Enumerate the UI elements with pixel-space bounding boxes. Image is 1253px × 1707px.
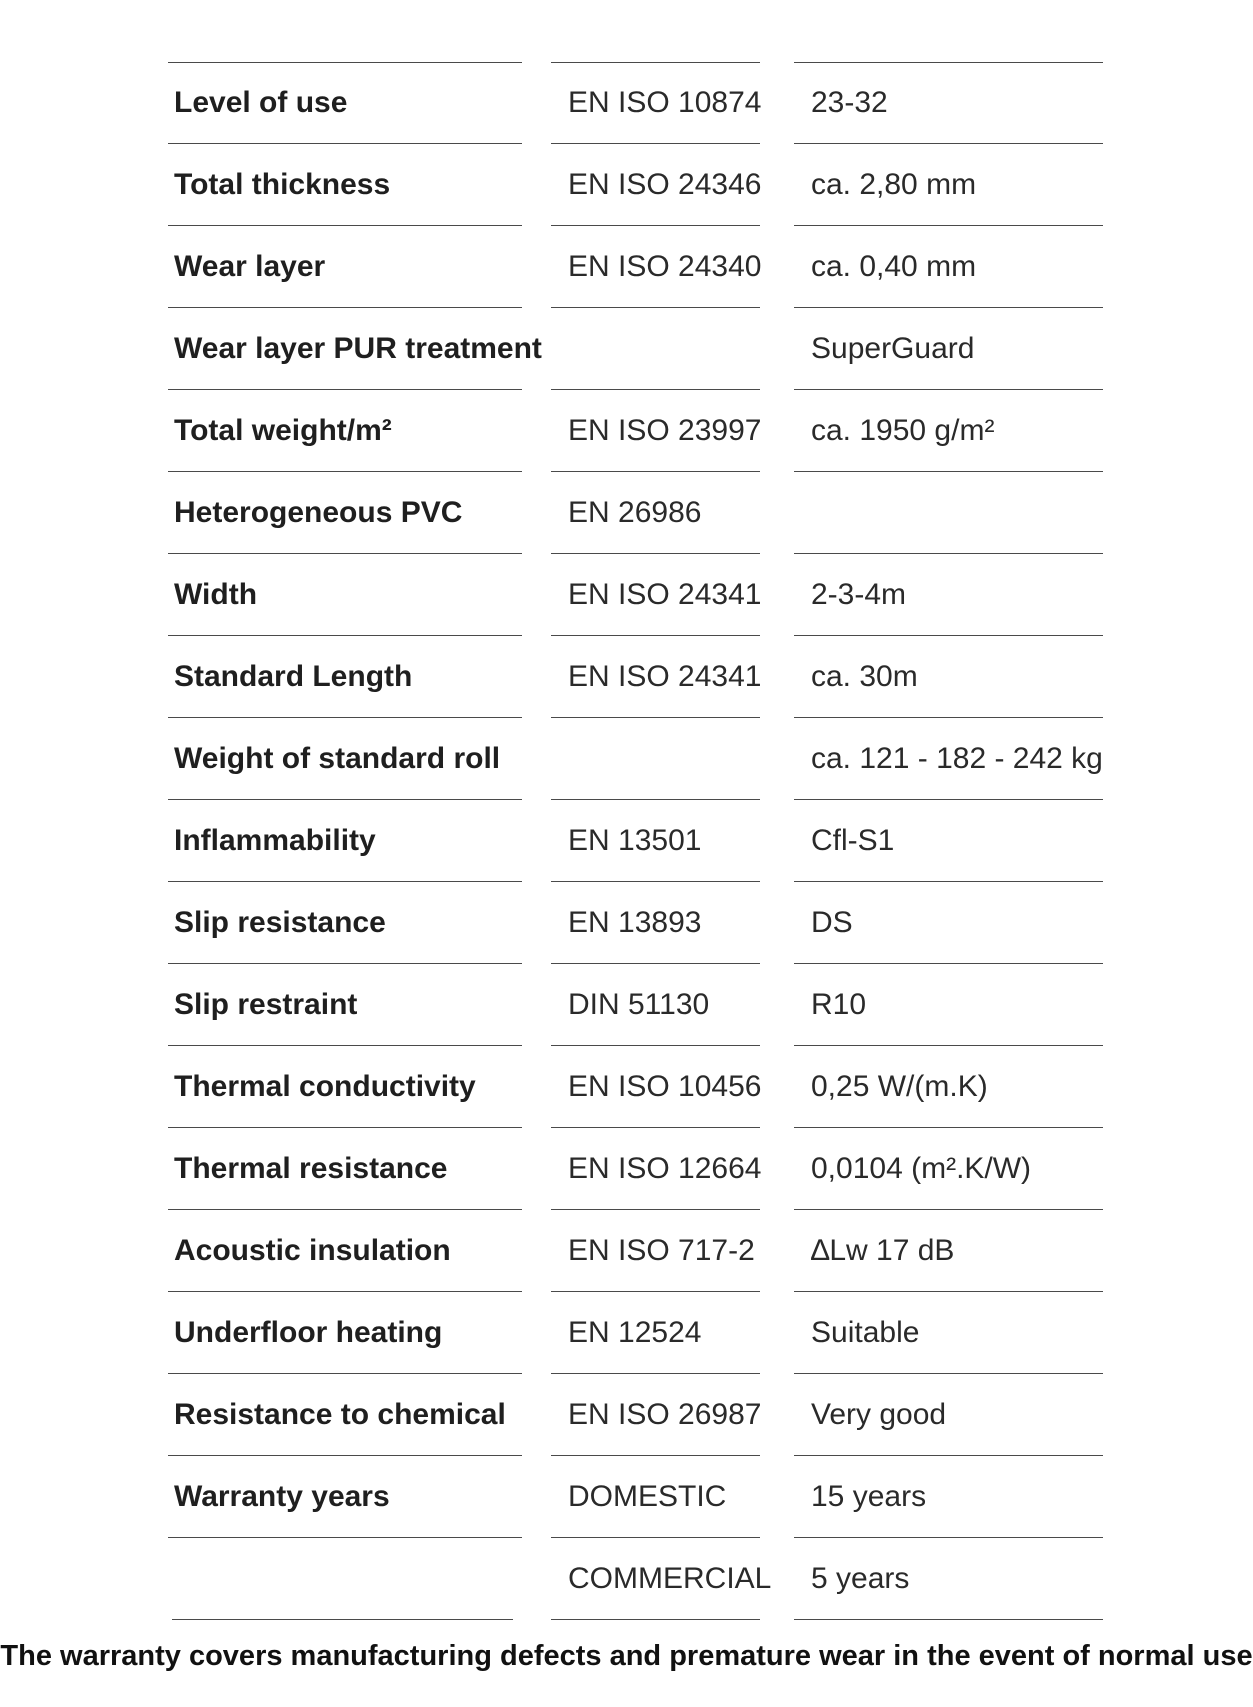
value-cell [794, 226, 1103, 308]
property-cell [168, 1374, 522, 1456]
table-row [0, 1210, 1253, 1292]
value-cell [794, 1538, 1103, 1620]
property-label: Underfloor heating [174, 1316, 443, 1349]
table-row [0, 226, 1253, 308]
table-row [0, 1374, 1253, 1456]
property-cell [172, 1538, 513, 1620]
standard-cell [551, 62, 760, 144]
table-row [0, 390, 1253, 472]
property-cell [168, 964, 522, 1046]
standard-cell [551, 308, 760, 390]
table-row [0, 718, 1253, 800]
property-cell [168, 1456, 522, 1538]
spec-value: ca. 2,80 mm [811, 168, 977, 201]
standard-value: DOMESTIC [568, 1480, 727, 1513]
spec-value: DS [811, 906, 853, 939]
table-row [0, 554, 1253, 636]
standard-value: EN 12524 [568, 1316, 702, 1349]
table-row [0, 308, 1253, 390]
property-label: Acoustic insulation [174, 1234, 451, 1267]
value-cell [794, 1374, 1103, 1456]
table-row [0, 1128, 1253, 1210]
table-row [0, 144, 1253, 226]
standard-cell [551, 1456, 760, 1538]
spec-value: 23-32 [811, 86, 888, 119]
standard-cell [551, 964, 760, 1046]
property-label: Slip resistance [174, 906, 386, 939]
property-cell [168, 800, 522, 882]
property-cell [168, 636, 522, 718]
table-row [0, 1292, 1253, 1374]
spec-value: 0,25 W/(m.K) [811, 1070, 988, 1103]
value-cell [794, 1046, 1103, 1128]
standard-value: EN ISO 12664 [568, 1152, 762, 1185]
spec-value: Very good [811, 1398, 947, 1431]
spec-value: ca. 1950 g/m² [811, 414, 995, 447]
property-cell [168, 1210, 522, 1292]
standard-cell [551, 636, 760, 718]
property-cell [168, 1292, 522, 1374]
standard-cell [551, 1128, 760, 1210]
spec-value: ∆Lw 17 dB [811, 1234, 955, 1267]
standard-cell [551, 800, 760, 882]
property-cell [168, 144, 522, 226]
spec-value: ca. 121 - 182 - 242 kg [811, 742, 1103, 775]
value-cell [794, 964, 1103, 1046]
table-row [0, 800, 1253, 882]
value-cell [794, 636, 1103, 718]
property-cell [168, 1128, 522, 1210]
table-row [0, 62, 1253, 144]
spec-value: 2-3-4m [811, 578, 907, 611]
property-cell [168, 62, 522, 144]
value-cell [794, 1292, 1103, 1374]
spec-value: 5 years [811, 1562, 910, 1595]
standard-cell [551, 1538, 772, 1620]
property-cell [168, 390, 522, 472]
standard-cell [551, 144, 760, 226]
standard-value: DIN 51130 [568, 988, 710, 1021]
property-label: Width [174, 578, 258, 611]
value-cell [794, 800, 1103, 882]
standard-value: EN ISO 24341 [568, 660, 762, 693]
standard-cell [551, 1292, 760, 1374]
standard-value: EN ISO 26987 [568, 1398, 762, 1431]
spec-value: Cfl-S1 [811, 824, 895, 857]
value-cell [794, 718, 1103, 800]
standard-cell [551, 554, 760, 636]
warranty-note: The warranty covers manufacturing defects and premature wear in the event of normal use [0, 1640, 1253, 1672]
table-row [0, 1538, 1253, 1620]
spec-value: R10 [811, 988, 867, 1021]
standard-value: EN ISO 24346 [568, 168, 762, 201]
standard-value: EN 13893 [568, 906, 702, 939]
standard-cell [551, 718, 760, 800]
property-label: Thermal conductivity [174, 1070, 476, 1103]
property-label: Standard Length [174, 660, 413, 693]
spec-value: 15 years [811, 1480, 927, 1513]
property-cell [168, 554, 522, 636]
value-cell [794, 1128, 1103, 1210]
row-divider [794, 1619, 1103, 1620]
value-cell [794, 1210, 1103, 1292]
spec-value: 0,0104 (m².K/W) [811, 1152, 1032, 1185]
standard-cell [551, 1046, 760, 1128]
table-row [0, 882, 1253, 964]
property-label: Weight of standard roll [174, 742, 501, 775]
property-label: Level of use [174, 86, 348, 119]
standard-cell [551, 882, 760, 964]
standard-cell [551, 1210, 760, 1292]
property-label: Wear layer [174, 250, 326, 283]
value-cell [794, 144, 1103, 226]
value-cell [794, 308, 1103, 390]
value-cell [794, 62, 1103, 144]
property-label: Wear layer PUR treatment [174, 332, 542, 365]
standard-value: EN 26986 [568, 496, 702, 529]
property-label: Total weight/m² [174, 414, 392, 447]
table-row [0, 1046, 1253, 1128]
property-label: Slip restraint [174, 988, 358, 1021]
value-cell [794, 390, 1103, 472]
property-label: Thermal resistance [174, 1152, 448, 1185]
property-label: Heterogeneous PVC [174, 496, 463, 529]
standard-value: EN ISO 24340 [568, 250, 762, 283]
spec-value: ca. 30m [811, 660, 918, 693]
value-cell [794, 472, 1103, 554]
property-cell [168, 472, 522, 554]
value-cell [794, 882, 1103, 964]
standard-value: EN ISO 717-2 [568, 1234, 755, 1267]
standard-cell [551, 390, 760, 472]
property-cell [168, 882, 522, 964]
standard-value: EN ISO 23997 [568, 414, 762, 447]
table-row [0, 1456, 1253, 1538]
property-label: Resistance to chemical [174, 1398, 506, 1431]
property-cell [168, 1046, 522, 1128]
standard-cell [551, 226, 760, 308]
value-cell [794, 1456, 1103, 1538]
property-label: Warranty years [174, 1480, 390, 1513]
table-row [0, 636, 1253, 718]
property-cell [168, 308, 542, 390]
table-row [0, 964, 1253, 1046]
standard-value: EN ISO 24341 [568, 578, 762, 611]
spec-value: SuperGuard [811, 332, 975, 365]
table-row [0, 472, 1253, 554]
property-label: Total thickness [174, 168, 391, 201]
property-cell [168, 718, 522, 800]
row-divider [551, 1619, 760, 1620]
property-label: Inflammability [174, 824, 376, 857]
standard-value: COMMERCIAL [568, 1562, 772, 1595]
spec-value: Suitable [811, 1316, 920, 1349]
standard-value: EN ISO 10456 [568, 1070, 762, 1103]
standard-value: EN ISO 10874 [568, 86, 762, 119]
spec-value: ca. 0,40 mm [811, 250, 977, 283]
standard-value: EN 13501 [568, 824, 702, 857]
property-cell [168, 226, 522, 308]
standard-cell [551, 472, 760, 554]
value-cell [794, 554, 1103, 636]
row-divider [172, 1619, 513, 1620]
standard-cell [551, 1374, 760, 1456]
